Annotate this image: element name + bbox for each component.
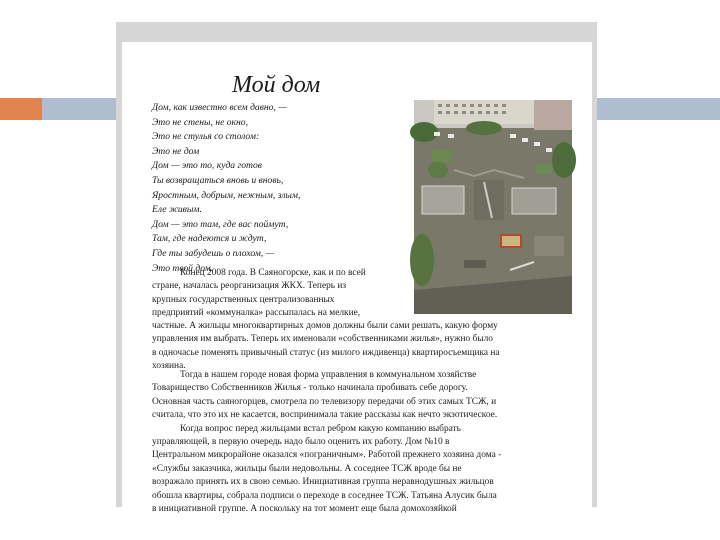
text-line: Когда вопрос перед жильцами встал ребром какую компанию выбрать: [180, 423, 461, 434]
accent-orange-block: [0, 98, 42, 120]
paragraph-2: [152, 369, 584, 516]
text-line: возражало принять их в свою семью. Инициативная группа неравнодушных жильцов: [152, 477, 494, 488]
poem-line: Дом — это там, где вас поймут,: [152, 218, 289, 230]
poem-line: Это не стулья со столом:: [152, 131, 260, 143]
text-line: управляющей, в первую очередь надо было оценить их работу. Дом №10 в: [152, 437, 450, 448]
text-line: обошла квартиры, собрала подписи о переходе в соседнее ТСЖ. Татьяна Алусик была: [152, 490, 497, 501]
paragraph-1-bottom: [152, 320, 584, 374]
paragraph-1-top: [152, 267, 417, 321]
poem-line: Это не стены, не окно,: [152, 116, 248, 128]
text-line: хозяина.: [152, 361, 186, 372]
poem-line: Дом — это то, куда готов: [152, 160, 262, 172]
poem-line: Яростным, добрым, нежным, злым,: [152, 189, 301, 201]
poem-line: Там, где надеются и ждут,: [152, 233, 267, 245]
page-title: Мой дом: [232, 72, 321, 98]
text-line: считала, что это их не касается, воспринимала такие рассказы как нечто экзотическое.: [152, 410, 498, 421]
text-line: предприятий «коммуналка» рассыпалась на мелкие,: [152, 308, 361, 319]
poem-line: Дом, как известно всем давно, —: [152, 102, 287, 113]
poem-line: Где ты забудешь о плохом, —: [152, 247, 275, 259]
poem-line: Это не дом: [152, 145, 200, 157]
text-line: Тогда в нашем городе новая форма управления в коммунальном хозяйстве: [180, 370, 477, 380]
text-line: крупных государственных централизованных: [152, 294, 335, 305]
text-line: Конец 2008 года. В Саяногорске, как и по всей: [180, 268, 366, 278]
courtyard-photo: [414, 100, 572, 314]
poem-line: Ты возвращаться вновь и вновь,: [152, 174, 284, 186]
poem-line: Еле живым.: [152, 204, 202, 216]
text-line: частные. А жильцы многоквартирных домов должны были сами решать, какую форму: [152, 321, 498, 331]
document-page: [122, 42, 592, 515]
text-line: в инициативной группе. А поскольку на тот момент еще была домохозяйкой: [152, 504, 457, 515]
text-line: Товарищество Собственников Жилья - только начинала пробивать себе дорогу.: [152, 383, 468, 394]
text-line: Основная часть саяногорцев, смотрела по телевизору передачи об этих самых ТСЖ, и: [152, 396, 497, 407]
poem: [152, 101, 422, 276]
courtyard-photo-image: [414, 100, 572, 314]
text-line: стране, началась реорганизация ЖКХ. Теперь из: [152, 281, 347, 292]
text-line: Центральном микрорайоне оказался «пограничным». Работой прежнего хозяина дома -: [152, 450, 502, 461]
text-line: в одночасье поменять привычный статус (из милого иждивенца) квартиросъемщика на: [152, 347, 500, 358]
text-line: «Службы заказчика, жильцы были недовольны. А соседнее ТСЖ вроде бы не: [152, 463, 462, 474]
text-line: управления им выбрать. Теперь их именовали «собственниками жилья», нужно было: [152, 334, 493, 345]
poem-line: Это твой дом.: [152, 262, 214, 274]
